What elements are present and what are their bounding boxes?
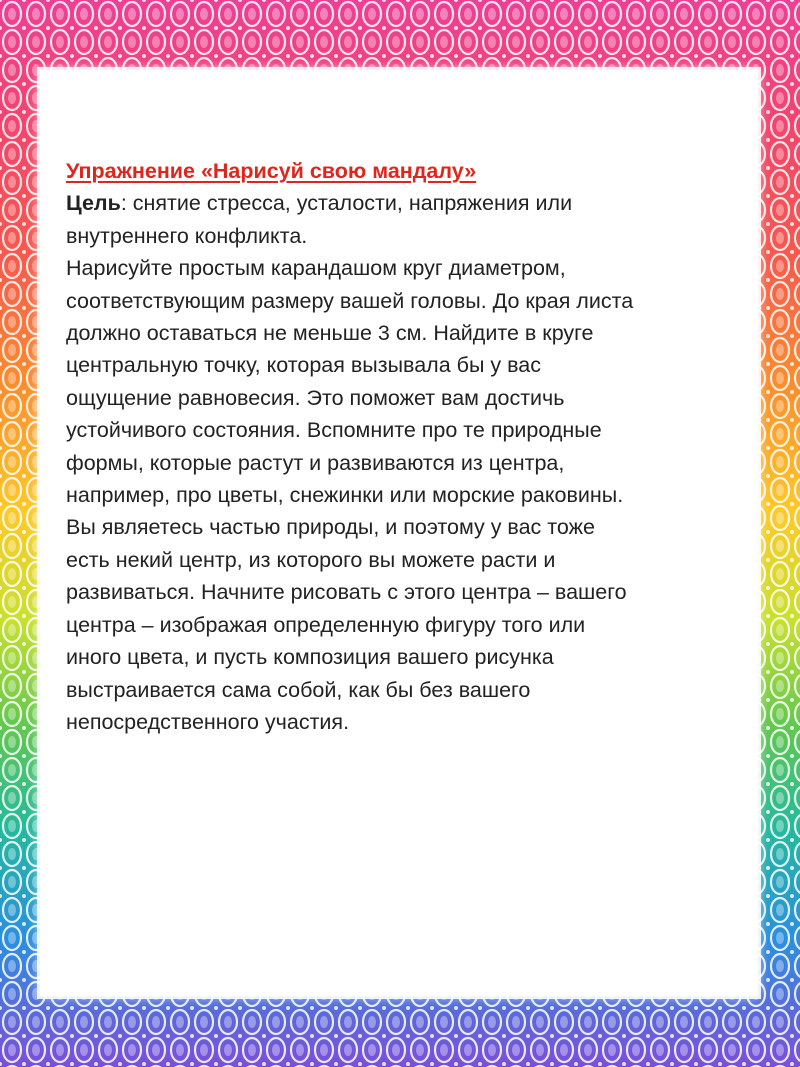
body-line: непосредственного участия. [66,709,350,734]
body-line: выстраивается сама собой, как бы без вашего [66,677,531,702]
body-line: соответствующим размеру вашей головы. До края листа [66,288,634,313]
goal-label: Цель [66,191,121,216]
body-line: Вы являетесь частью природы, и поэтому у вас тоже [66,515,595,540]
exercise-text [66,155,766,738]
goal-text: : снятие стресса, усталости, напряжения или [120,191,573,216]
goal-text-continued: внутреннего конфликта. [66,223,308,248]
body-line: ощущение равновесия. Это поможет вам достичь [66,385,565,410]
body-line: формы, которые растут и развиваются из центра, [66,450,565,475]
body-line: Нарисуйте простым карандашом круг диаметром, [66,256,566,281]
body-line: центра – изображая определенную фигуру того или [66,612,586,637]
goal-line [66,187,766,219]
body-line: например, про цветы, снежинки или морские раковины. [66,483,624,508]
body-line: развиваться. Начните рисовать с этого центра – вашего [66,580,627,605]
body-line: должно оставаться не меньше 3 см. Найдите в круге [66,321,594,346]
body-line: устойчивого состояния. Вспомните про те природные [66,418,602,443]
body-line: есть некий центр, из которого вы можете расти и [66,547,556,572]
body-line: иного цвета, и пусть композиция вашего рисунка [66,645,554,670]
body-line: центральную точку, которая вызывала бы у вас [66,353,541,378]
exercise-title: Упражнение «Нарисуй свою мандалу» [66,159,477,183]
